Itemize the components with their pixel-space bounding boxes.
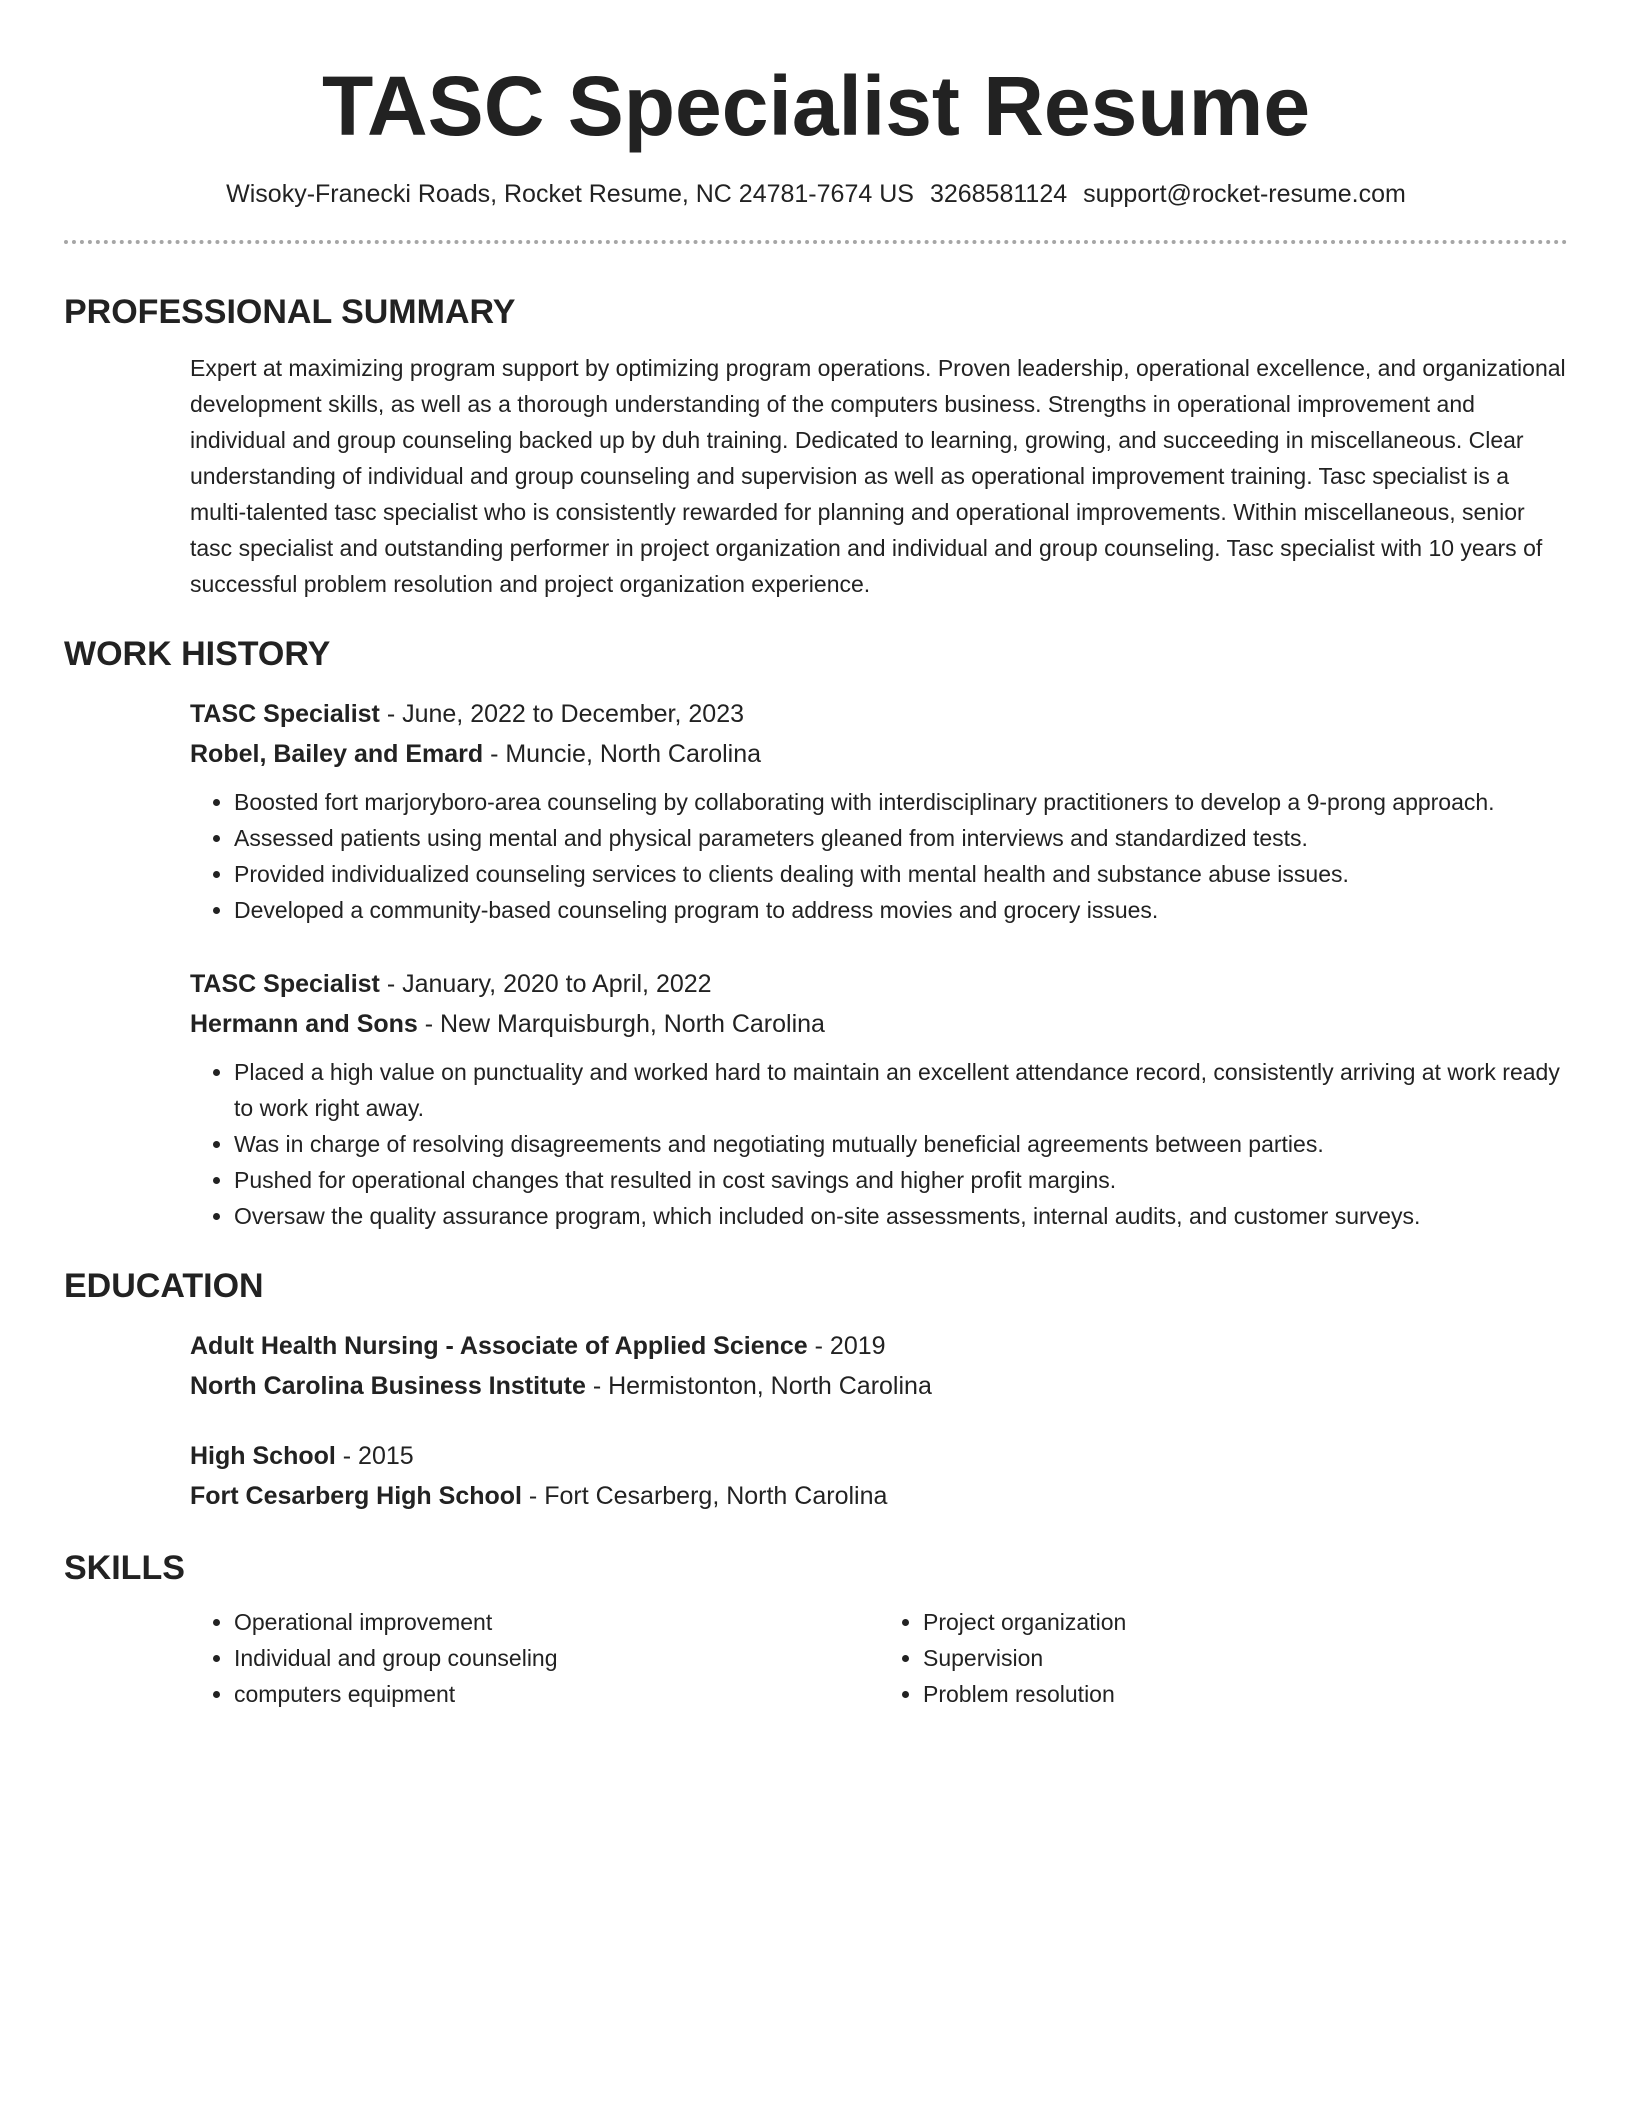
summary-text: Expert at maximizing program support by optimizing program operations. Proven leadership, operational excellence, and organizational development skills, as well as a thorough understanding of the computers business. Strengths in operational improvement and individual and group counseling backed up by duh training. Dedicated to learning, growing, and succeeding in miscellaneous. Clear understanding of individual and group counseling and supervision as well as operational improvement training. Tasc specialist is a multi-talented tasc specialist who is consistently rewarded for planning and operational improvements. Within miscellaneous, senior tasc specialist and outstanding performer in project organization and individual and group counseling. Tasc specialist with 10 years of successful problem resolution and project organization experience.: [190, 355, 1566, 597]
job-company: Hermann and Sons: [190, 1010, 418, 1038]
contact-address: Wisoky-Franecki Roads, Rocket Resume, NC 24781-7674 US: [226, 180, 914, 208]
job-bullets: [190, 784, 1568, 928]
education-location: - Fort Cesarberg, North Carolina: [521, 1482, 888, 1510]
job-bullet: • Placed a high value on punctuality and worked hard to maintain an excellent attendance record, consistently arriving at work ready to work right away.: [234, 1054, 1568, 1126]
job-dates: - June, 2022 to December, 2023: [379, 700, 744, 728]
education-location: - Hermistonton, North Carolina: [585, 1372, 932, 1400]
job-bullet: • Developed a community-based counseling program to address movies and grocery issues.: [234, 892, 1568, 928]
contact-line: [64, 178, 1568, 210]
contact-phone: 3268581124: [929, 180, 1068, 208]
skills-column-right: [879, 1604, 1568, 1712]
job-title: TASC Specialist: [190, 700, 380, 728]
job-company: Robel, Bailey and Emard: [190, 740, 484, 768]
education-section: [64, 1264, 1568, 1516]
education-degree: High School: [190, 1442, 336, 1470]
job-bullet: • Was in charge of resolving disagreements and negotiating mutually beneficial agreements between parties.: [234, 1126, 1568, 1162]
education-year: - 2019: [807, 1332, 886, 1360]
education-degree-line: [190, 1326, 1568, 1366]
work-history-heading: WORK HISTORY: [64, 635, 331, 673]
skills-column-left: [190, 1604, 879, 1712]
job-bullet: • Pushed for operational changes that resulted in cost savings and higher profit margins.: [234, 1162, 1568, 1198]
job-location: - Muncie, North Carolina: [483, 740, 762, 768]
skills-section: [64, 1546, 1568, 1712]
summary-section: [64, 290, 1568, 602]
job-bullet: • Oversaw the quality assurance program, which included on-site assessments, internal audits, and customer surveys.: [234, 1198, 1568, 1234]
job-bullet: • Provided individualized counseling services to clients dealing with mental health and substance abuse issues.: [234, 856, 1568, 892]
job-title: TASC Specialist: [190, 970, 380, 998]
skill-item: • computers equipment: [234, 1676, 879, 1712]
skill-item: • Operational improvement: [234, 1604, 879, 1640]
education-heading: EDUCATION: [64, 1267, 264, 1305]
skill-item: • Project organization: [923, 1604, 1568, 1640]
skills-grid: [190, 1604, 1568, 1712]
skill-item: • Supervision: [923, 1640, 1568, 1676]
job-title-line: [190, 964, 1568, 1004]
job-company-line: [190, 1004, 1568, 1044]
job-bullet: • Boosted fort marjoryboro-area counseling by collaborating with interdisciplinary practitioners to develop a 9-prong approach.: [234, 784, 1568, 820]
job-location: - New Marquisburgh, North Carolina: [417, 1010, 825, 1038]
job-title-line: [190, 694, 1568, 734]
education-degree: Adult Health Nursing - Associate of Applied Science: [190, 1332, 808, 1360]
skill-item: • Individual and group counseling: [234, 1640, 879, 1676]
header-divider: [64, 240, 1568, 244]
skill-item: • Problem resolution: [923, 1676, 1568, 1712]
education-entry: [190, 1326, 1568, 1406]
job-entry: [190, 964, 1568, 1234]
job-company-line: [190, 734, 1568, 774]
education-school: North Carolina Business Institute: [190, 1372, 586, 1400]
education-school-line: [190, 1476, 1568, 1516]
education-degree-line: [190, 1436, 1568, 1476]
job-bullets: [190, 1054, 1568, 1234]
resume-title: TASC Specialist Resume: [321, 59, 1311, 153]
summary-heading: PROFESSIONAL SUMMARY: [64, 293, 516, 331]
resume-page: [64, 0, 1568, 1712]
education-year: - 2015: [335, 1442, 414, 1470]
job-dates: - January, 2020 to April, 2022: [379, 970, 712, 998]
work-history-section: [64, 632, 1568, 1234]
skills-heading: SKILLS: [64, 1549, 185, 1587]
education-school-line: [190, 1366, 1568, 1406]
education-entry: [190, 1436, 1568, 1516]
job-entry: [190, 694, 1568, 928]
contact-email: support@rocket-resume.com: [1083, 180, 1406, 208]
job-bullet: • Assessed patients using mental and physical parameters gleaned from interviews and standardized tests.: [234, 820, 1568, 856]
education-school: Fort Cesarberg High School: [190, 1482, 522, 1510]
